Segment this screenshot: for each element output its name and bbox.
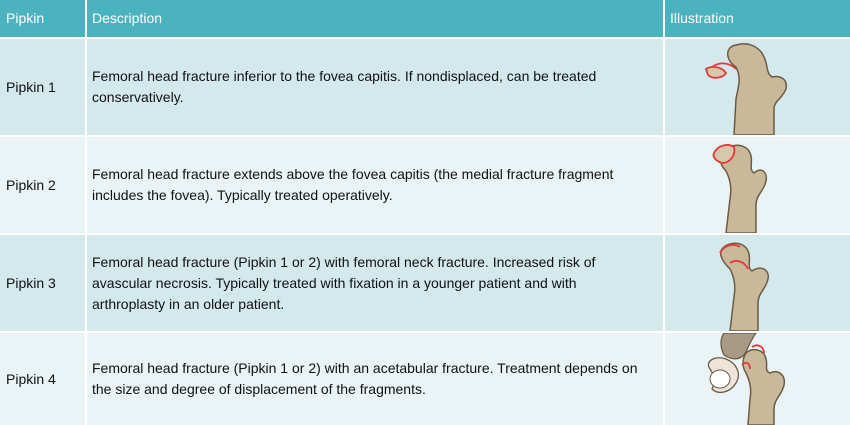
header-description: Description: [92, 10, 163, 26]
table-row: [0, 333, 850, 425]
pipkin-description: Femoral head fracture inferior to the fovea capitis. If nondisplaced, can be treated conservatively.: [92, 68, 597, 105]
femur-head-acetabular-fracture-icon: [664, 333, 850, 425]
header-illustration: Illustration: [670, 10, 734, 26]
column-divider: [663, 0, 665, 425]
pipkin-grade: Pipkin 4: [6, 371, 56, 387]
column-divider: [85, 0, 87, 425]
pipkin-grade: Pipkin 3: [6, 275, 56, 291]
pipkin-description: Femoral head fracture (Pipkin 1 or 2) with an acetabular fracture. Treatment depends on the size and degree of displacement of the fragments.: [92, 360, 638, 397]
femur-head-inferior-fracture-icon: [664, 39, 850, 135]
pipkin-grade: Pipkin 1: [6, 79, 56, 95]
table-row: [0, 235, 850, 331]
table-header: [0, 0, 850, 37]
table-row: [0, 39, 850, 135]
table-row: [0, 137, 850, 233]
pipkin-description: Femoral head fracture extends above the fovea capitis (the medial fracture fragment includes the fovea). Typically treated operatively.: [92, 166, 614, 203]
femur-head-and-neck-fracture-icon: [664, 235, 850, 331]
femur-head-superior-fracture-icon: [664, 137, 850, 233]
header-pipkin: Pipkin: [6, 10, 45, 26]
pipkin-grade: Pipkin 2: [6, 177, 56, 193]
pipkin-description: Femoral head fracture (Pipkin 1 or 2) with femoral neck fracture. Increased risk of avascular necrosis. Typically treated with fixation in a younger patient and with arthroplasty in an older patient.: [92, 253, 596, 312]
